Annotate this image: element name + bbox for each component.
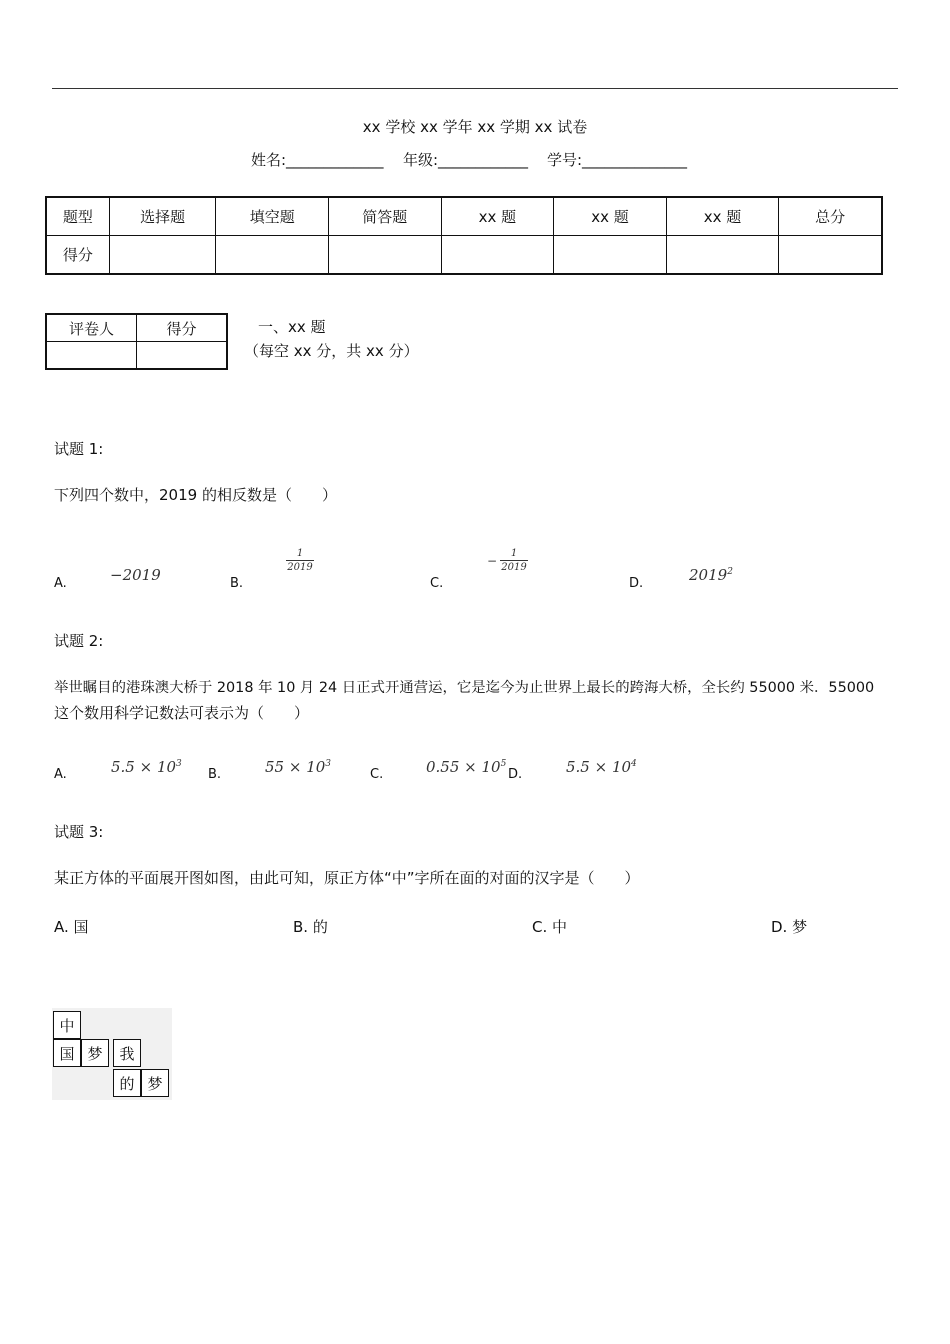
- score-header-cell: 简答题: [328, 197, 441, 236]
- grader-table: [45, 313, 228, 370]
- score-header-cell: 题型: [46, 197, 109, 236]
- score-table-header-row: [46, 197, 882, 236]
- score-input-cell[interactable]: [779, 236, 882, 275]
- score-input-cell[interactable]: [441, 236, 554, 275]
- cube-net-cell: 梦: [81, 1039, 109, 1067]
- question-1-label: 试题 1:: [54, 440, 104, 458]
- score-input-cell[interactable]: [554, 236, 667, 275]
- score-input-cell[interactable]: [216, 236, 329, 275]
- score-header-cell: xx 题: [554, 197, 667, 236]
- section-note: （每空 xx 分，共 xx 分）: [244, 342, 419, 360]
- q3-option-b[interactable]: B. 的: [293, 918, 328, 936]
- q1-option-c-sign: −: [487, 554, 498, 568]
- score-input-cell[interactable]: [109, 236, 216, 275]
- score-input-cell[interactable]: [328, 236, 441, 275]
- q1-option-a-figure: −2019: [110, 566, 161, 584]
- score-header-cell: 选择题: [109, 197, 216, 236]
- grader-header: 评卷人: [46, 314, 137, 342]
- grade-field[interactable]: 年级:____________: [403, 151, 529, 169]
- score-header-cell: xx 题: [441, 197, 554, 236]
- q1-option-c-fraction: [500, 548, 528, 573]
- q2-option-b-figure: $55 \times 10^3$: [265, 758, 332, 776]
- cube-net-cell: 我: [113, 1039, 141, 1067]
- q1-option-d-figure: 2019$^2$: [689, 566, 733, 584]
- score-row-label: 得分: [46, 236, 109, 275]
- cube-net-cell: 国: [53, 1039, 81, 1067]
- top-rule: [52, 88, 898, 89]
- cube-net-cell: 梦: [141, 1069, 169, 1097]
- question-3-text: 某正方体的平面展开图如图，由此可知，原正方体“中”字所在面的对面的汉字是（ ）: [54, 869, 640, 887]
- grader-score-input-cell[interactable]: [137, 342, 228, 370]
- q1-option-c[interactable]: C.: [430, 576, 444, 591]
- question-2-label: 试题 2:: [54, 632, 104, 650]
- q1-option-b[interactable]: B.: [230, 576, 244, 591]
- cube-net-cell: 的: [113, 1069, 141, 1097]
- q1-option-b-fraction: [286, 548, 314, 573]
- student-id-field[interactable]: 学号:______________: [547, 151, 688, 169]
- exam-title: xx 学校 xx 学年 xx 学期 xx 试卷: [362, 118, 588, 136]
- name-field[interactable]: 姓名:_____________: [251, 151, 384, 169]
- q2-option-a[interactable]: A.: [54, 767, 67, 782]
- q3-option-c[interactable]: C. 中: [532, 918, 568, 936]
- question-1-text: 下列四个数中，2019 的相反数是（ ）: [54, 486, 337, 504]
- fraction-denominator: 2019: [501, 562, 527, 573]
- fraction-denominator: 2019: [287, 562, 313, 573]
- q1-option-a[interactable]: A.: [54, 576, 67, 591]
- q2-option-b[interactable]: B.: [208, 767, 222, 782]
- q2-option-d[interactable]: D.: [508, 767, 523, 782]
- question-2-text-line2: 这个数用科学记数法可表示为（ ）: [54, 704, 310, 722]
- question-3-label: 试题 3:: [54, 823, 104, 841]
- score-table-score-row: [46, 236, 882, 275]
- grader-score-header: 得分: [137, 314, 228, 342]
- q3-option-d[interactable]: D. 梦: [771, 918, 808, 936]
- q2-option-a-figure: $5.5 \times 10^3$: [111, 758, 182, 776]
- grader-input-cell[interactable]: [46, 342, 137, 370]
- question-2-text-line1: 举世瞩目的港珠澳大桥于 2018 年 10 月 24 日正式开通营运，它是迄今为止世界上最长的跨海大桥，全长约 55000 米．55000: [54, 680, 875, 696]
- q3-option-a[interactable]: A. 国: [54, 918, 89, 936]
- section-title: 一、xx 题: [258, 318, 326, 336]
- q1-option-d[interactable]: D.: [629, 576, 644, 591]
- score-input-cell[interactable]: [666, 236, 779, 275]
- q2-option-c-figure: $0.55 \times 10^5$: [426, 758, 507, 776]
- q2-option-c[interactable]: C.: [370, 767, 384, 782]
- score-table: [45, 196, 883, 275]
- score-header-cell: 总分: [779, 197, 882, 236]
- fraction-numerator: 1: [510, 548, 518, 559]
- score-header-cell: xx 题: [666, 197, 779, 236]
- fraction-numerator: 1: [296, 548, 304, 559]
- cube-net-cell: 中: [53, 1011, 81, 1039]
- score-header-cell: 填空题: [216, 197, 329, 236]
- q2-option-d-figure: $5.5 \times 10^4$: [566, 758, 637, 776]
